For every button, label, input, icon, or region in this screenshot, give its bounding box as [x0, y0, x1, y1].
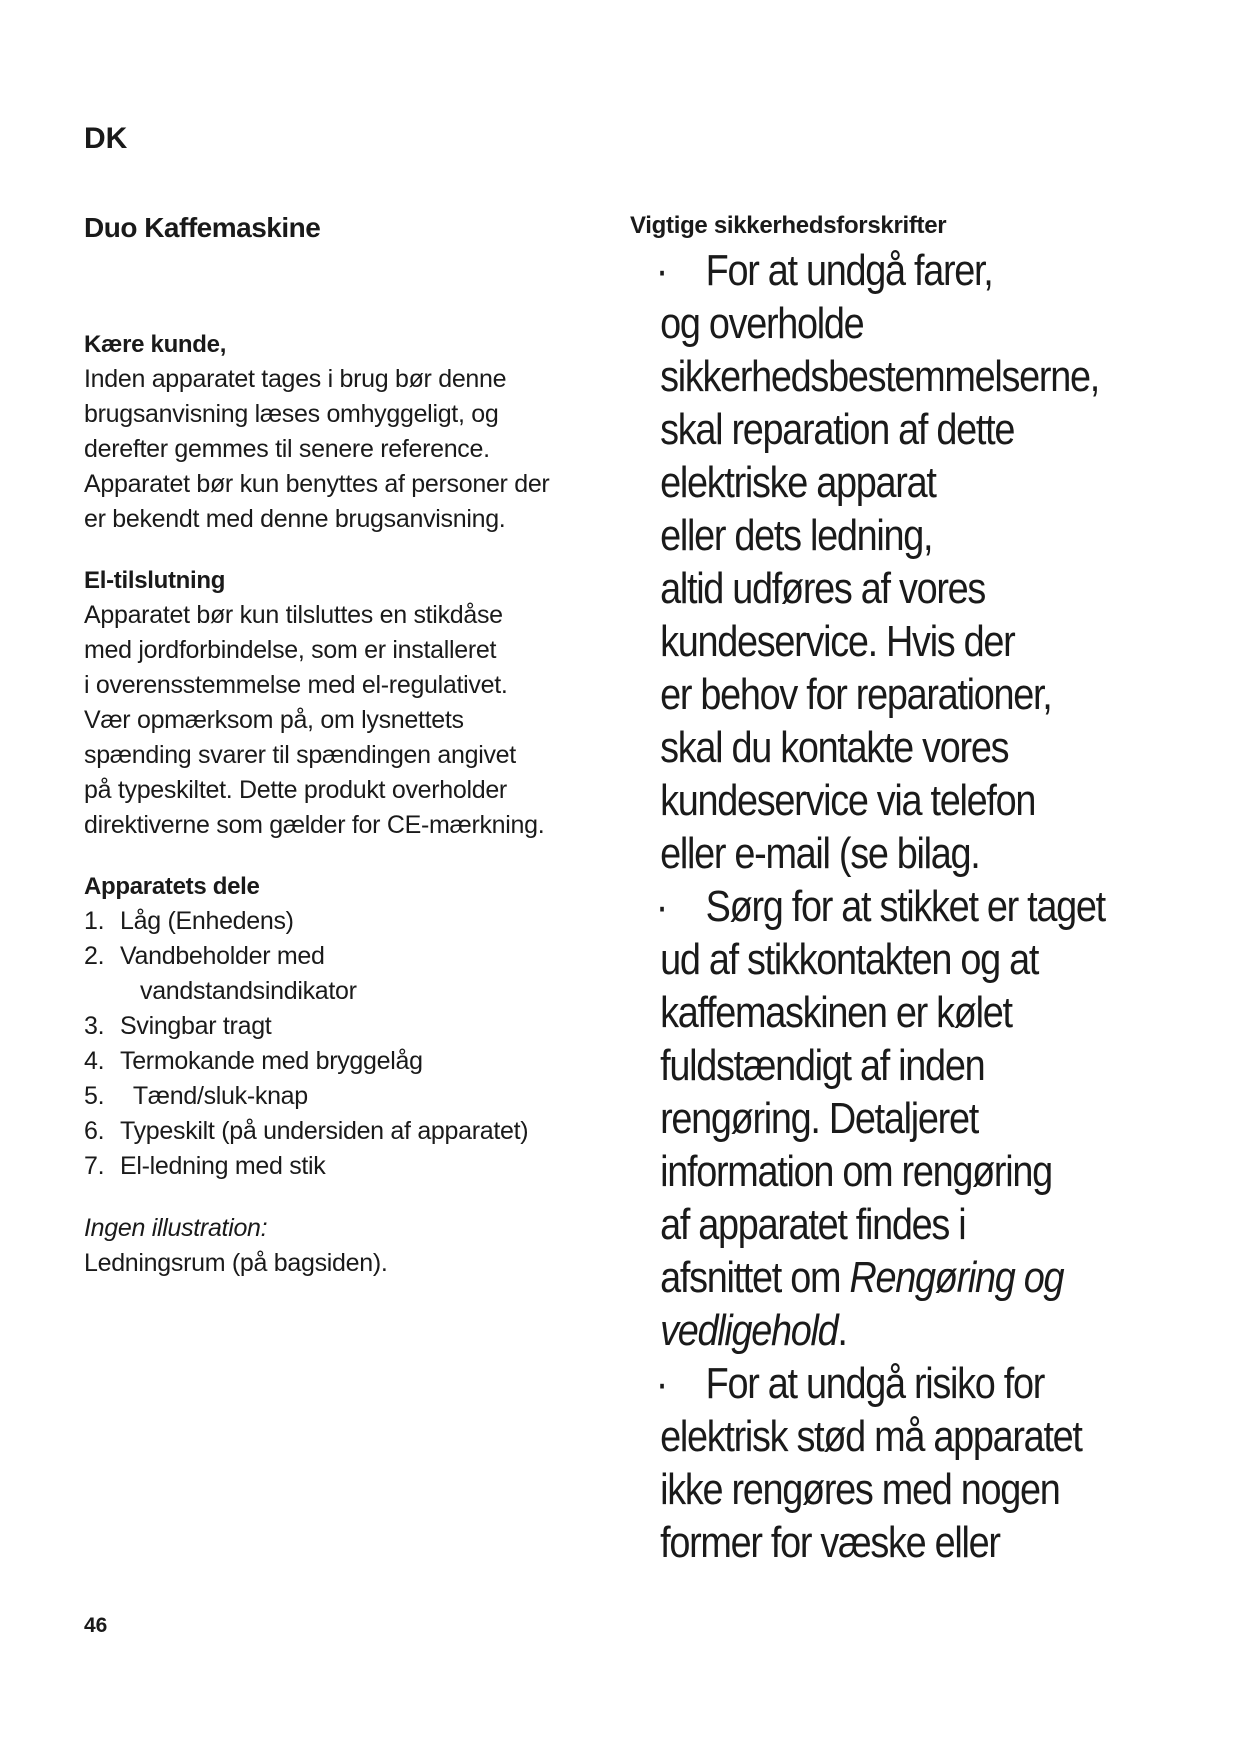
no-illustration-section	[84, 1211, 604, 1281]
safety-line: sikkerhedsbestemmelserne,	[660, 352, 1099, 401]
electric-line: på typeskiltet. Dette produkt overholder	[84, 776, 507, 804]
bullet: ·	[655, 246, 668, 295]
greeting-line: er bekendt med denne brugsanvisning.	[84, 505, 506, 533]
safety-line: eller dets ledning,	[660, 511, 933, 560]
electric-heading: El-tilslutning	[84, 567, 226, 594]
safety-line: fuldstændigt af inden	[660, 1041, 985, 1090]
greeting-line: brugsanvisning læses omhyggeligt, og	[84, 400, 499, 428]
safety-line: skal reparation af dette	[660, 405, 1015, 454]
list-item	[84, 939, 604, 974]
right-column	[630, 212, 1190, 1569]
safety-line: rengøring. Detaljeret	[660, 1094, 978, 1143]
electric-line: Vær opmærksom på, om lysnettets	[84, 706, 464, 734]
list-item	[84, 974, 604, 1009]
safety-line: vedligehold.	[660, 1306, 847, 1355]
electric-line: Apparatet bør kun tilsluttes en stikdåse	[84, 601, 503, 629]
safety-line: ikke rengøres med nogen	[660, 1465, 1060, 1514]
list-number: 5.	[84, 1082, 105, 1110]
list-item	[84, 1149, 604, 1184]
bullet: ·	[655, 1359, 668, 1408]
list-number: 4.	[84, 1047, 105, 1075]
safety-line: kundeservice. Hvis der	[660, 617, 1015, 666]
language-code: DK	[84, 122, 128, 155]
safety-line: af apparatet findes i	[660, 1200, 966, 1249]
safety-line: information om rengøring	[660, 1147, 1052, 1196]
list-item	[84, 1009, 604, 1044]
no-illustration-text: Ledningsrum (på bagsiden).	[84, 1249, 388, 1277]
list-number: 3.	[84, 1012, 105, 1040]
safety-line: er behov for reparationer,	[660, 670, 1052, 719]
electric-line: med jordforbindelse, som er installeret	[84, 636, 497, 664]
safety-line: altid udføres af vores	[660, 564, 986, 613]
safety-line: ud af stikkontakten og at	[660, 935, 1039, 984]
list-text: Termokande med bryggelåg	[120, 1047, 423, 1075]
parts-list	[84, 904, 604, 1184]
list-text: Låg (Enhedens)	[120, 907, 294, 935]
list-text: vandstandsindikator	[140, 977, 357, 1005]
list-number: 7.	[84, 1152, 105, 1180]
parts-heading: Apparatets dele	[84, 873, 260, 900]
list-number: 6.	[84, 1117, 105, 1145]
list-text: Svingbar tragt	[120, 1012, 272, 1040]
electric-line: spænding svarer til spændingen angivet	[84, 741, 516, 769]
safety-line: · For at undgå risiko for	[630, 1357, 1198, 1410]
no-illustration-label: Ingen illustration:	[84, 1214, 268, 1242]
bullet: ·	[655, 882, 668, 931]
page-title: Duo Kaffemaskine	[84, 212, 321, 243]
list-text: Vandbeholder med	[120, 942, 325, 970]
safety-line: elektriske apparat	[660, 458, 936, 507]
safety-line: kundeservice via telefon	[660, 776, 1036, 825]
electric-line: direktiverne som gælder for CE-mærkning.	[84, 811, 545, 839]
electric-section	[84, 564, 604, 843]
safety-line: kaffemaskinen er kølet	[660, 988, 1012, 1037]
list-item	[84, 904, 604, 939]
safety-line: · Sørg for at stikket er taget	[630, 880, 1198, 933]
list-number: 2.	[84, 942, 105, 970]
safety-line: eller e-mail (se bilag.	[660, 829, 980, 878]
safety-heading: Vigtige sikkerhedsforskrifter	[630, 212, 947, 239]
greeting-line: Apparatet bør kun benyttes af personer der	[84, 470, 550, 498]
list-text: Typeskilt (på undersiden af apparatet)	[120, 1117, 529, 1145]
electric-line: i overensstemmelse med el-regulativet.	[84, 671, 508, 699]
list-item	[84, 1114, 604, 1149]
list-number: 1.	[84, 907, 105, 935]
safety-line: · For at undgå farer,	[630, 244, 1198, 297]
safety-line: elektrisk stød må apparatet	[660, 1412, 1082, 1461]
list-text: El-ledning med stik	[120, 1152, 326, 1180]
safety-list	[630, 244, 1198, 1569]
parts-section	[84, 870, 604, 1184]
greeting-line: Inden apparatet tages i brug bør denne	[84, 365, 507, 393]
safety-line: og overholde	[660, 299, 864, 348]
page-number: 46	[84, 1614, 108, 1637]
safety-line: skal du kontakte vores	[660, 723, 1009, 772]
greeting-heading: Kære kunde,	[84, 331, 227, 358]
list-item	[84, 1079, 604, 1114]
greeting-line: derefter gemmes til senere reference.	[84, 435, 490, 463]
list-item	[84, 1044, 604, 1079]
safety-line: former for væske eller	[660, 1518, 1000, 1567]
left-column	[84, 212, 604, 1281]
greeting-section	[84, 328, 604, 537]
list-text: Tænd/sluk-knap	[120, 1082, 308, 1110]
safety-line: afsnittet om Rengøring og	[660, 1253, 1064, 1302]
